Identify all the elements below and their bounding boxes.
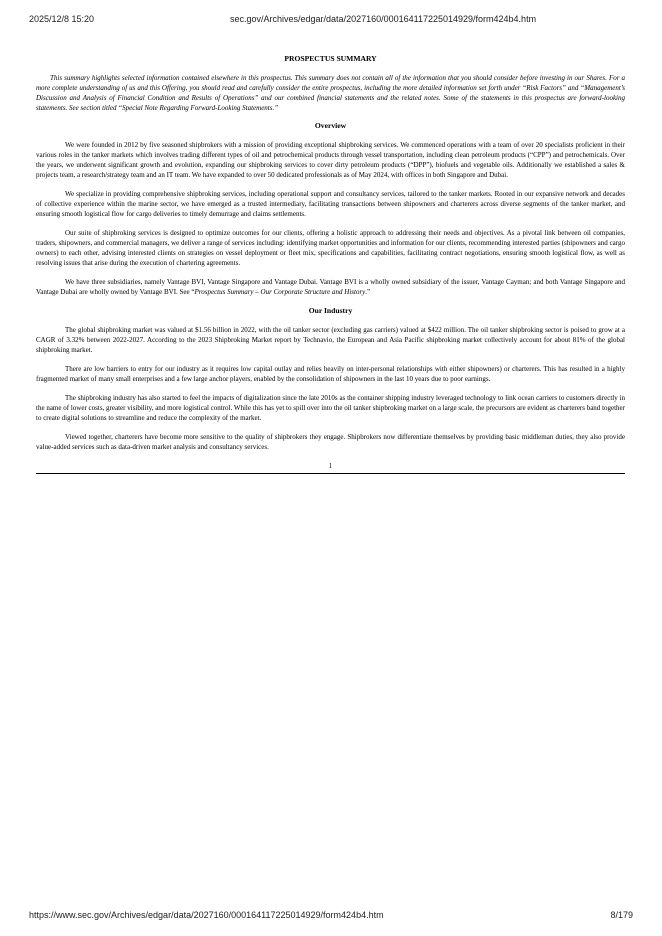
industry-heading: Our Industry: [308, 306, 353, 315]
intro-paragraph: This summary highlights selected information contained elsewhere in this prospectus. This summary does not contain all of the information that you should consider before investing in our Shares. For a more complete understanding of us and this Offering, you should read and carefully consider the entire prospectus, including the more detailed information set forth under “Risk Factors” and “Management’s Discussion and Analysis of Financial Condition and Results of Operations” and our combined financial statements and the related notes. Some of the statements in this prospectus are forward-looking statements. See section titled “Special Note Regarding Forward-Looking Statements.”: [36, 74, 625, 112]
overview-heading: Overview: [314, 121, 347, 130]
cross-reference-link: Prospectus Summary – Our Corporate Structure and History: [194, 288, 366, 296]
print-datetime: 2025/12/8 15:20: [29, 14, 95, 24]
document-body: [36, 54, 625, 474]
print-header-url: sec.gov/Archives/edgar/data/2027160/000164117225014929/form424b4.htm: [230, 14, 537, 24]
overview-paragraph-3: Our suite of shipbroking services is designed to optimize outcomes for our clients, offering a holistic approach to addressing their needs and objectives. As a pivotal link between oil companies, traders, shipowners, and commercial managers, we deliver a range of services including: identifying market opportunities and information for our clients, recommending interested parties (shipowners and cargo owners) to each other, advising interested clients on strategies on vessel deployment or fleet mix, specifications and capabilities, facilitating contract negotiations, ensuring smooth logistical flow, as well as resolving issues that arise during the execution of chartering agreements.: [36, 229, 625, 267]
industry-paragraph-1: The global shipbroking market was valued at $1.56 billion in 2022, with the oil tanker sector (excluding gas carriers) valued at $422 million. The oil tanker shipbroking sector is poised to grow at a CAGR of 3.32% between 2022-2027. According to the 2023 Shipbroking Market report by Technavio, the European and Asia Pacific shipbroking market collectively account for about 81% of the global shipbroking market.: [36, 326, 625, 354]
overview-paragraph-2: We specialize in providing comprehensive shipbroking services, including operational support and consultancy services, tailored to the tanker markets. Rooted in our expansive network and decades of collective experience within the marine sector, we have emerged as a trusted intermediary, facilitating transactions between shipowners and charterers across diverse segments of the tanker market, and ensuring smooth logistical flow for cargo deliveries to timely demurrage and claims settlements.: [36, 190, 625, 218]
overview-paragraph-1: We were founded in 2012 by five seasoned shipbrokers with a mission of providing exceptional shipbroking services. We commenced operations with a team of over 20 specialists proficient in their various roles in the tanker markets which involves trading different types of oil and petrochemical products through vessel transportation, including clean petroleum products (“CPP”) and petrochemicals. Over the years, we underwent significant growth and evolution, expanding our shipbroking services to cover dirty petroleum products (“DPP”), biofuels and vegetable oils. Additionally we established a sales & projects team, a research/strategy team and an IT team. We have expanded to over 50 dedicated professionals as of May 2024, with offices in both Singapore and Dubai.: [36, 141, 625, 179]
document-title: PROSPECTUS SUMMARY: [284, 54, 377, 63]
overview-paragraph-4-text: We have three subsidiaries, namely Vantage BVI, Vantage Singapore and Vantage Dubai. Vantage BVI is a wholly owned subsidiary of the issuer, Vantage Cayman; and both Vantage Singapore and Vantage Dubai are wholly owned by Vantage BVI. See “: [36, 278, 625, 296]
overview-paragraph-4-end: .”: [365, 288, 371, 296]
industry-paragraph-4: Viewed together, charterers have become more sensitive to the quality of shipbrokers they engage. Shipbrokers now differentiate themselves by providing basic middleman duties, they also provide value-added services such as data-driven market analysis and consultancy services.: [36, 433, 625, 451]
overview-paragraph-4: [36, 277, 625, 297]
browser-print-header: [0, 14, 662, 28]
print-footer-url: https://www.sec.gov/Archives/edgar/data/2027160/000164117225014929/form424b4.htm: [29, 910, 384, 920]
industry-paragraph-3: The shipbroking industry has also started to feel the impacts of digitalization since the late 2010s as the container shipping industry leveraged technology to link ocean carriers to customers directly in the name of lower costs, greater visibility, and more logistical control. While this has yet to spill over into the oil tanker shipbroking market on a large scale, the precursors are evident as charterers band together to create digital solutions to streamline and reduce the complexity of the market.: [36, 394, 625, 422]
browser-print-footer: [0, 910, 662, 924]
page-number: 1: [328, 462, 333, 470]
industry-paragraph-2: There are low barriers to entry for our industry as it requires low capital outlay and relies heavily on inter-personal relationships with either shipowners) or charterers. This has resulted in a highly fragmented market of many small enterprises and a few large anchor players, enabled by the consolidation of shipowners in the last 10 years due to poor earnings.: [36, 365, 625, 383]
print-page-count: 8/179: [610, 910, 633, 920]
page-divider: [36, 473, 625, 474]
